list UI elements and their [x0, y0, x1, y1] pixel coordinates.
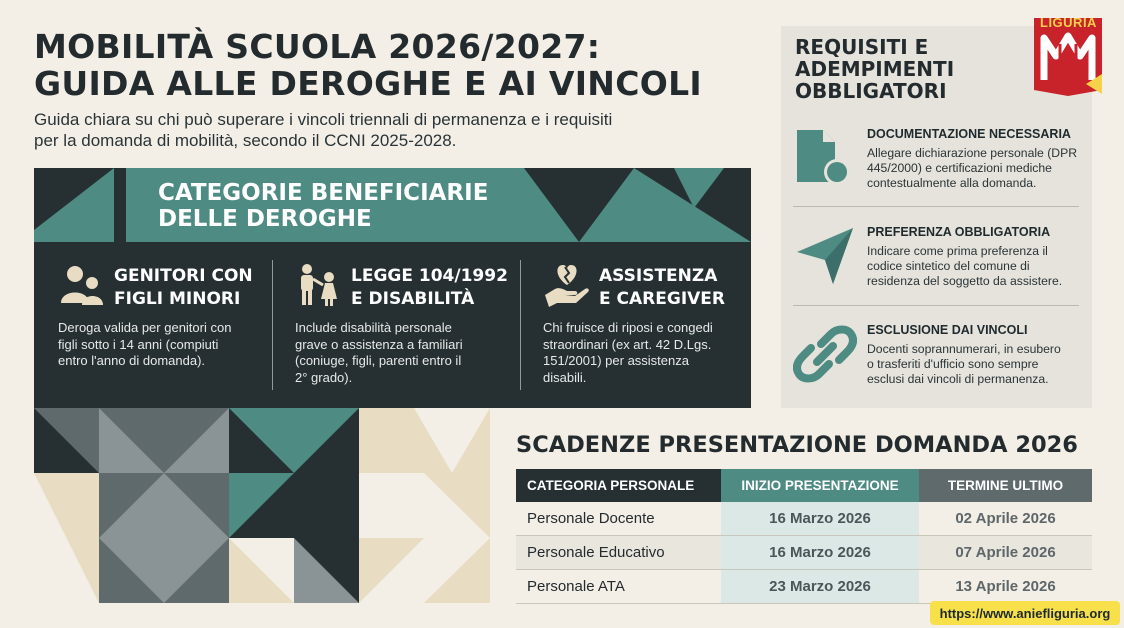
column-divider — [272, 260, 273, 390]
requirement-heading: ESCLUSIONE DAI VINCOLI — [867, 323, 1028, 337]
requirements-title-line: ADEMPIMENTI — [795, 57, 955, 81]
category-description-line: Include disabilità personale — [295, 320, 452, 335]
categories-title-line: DELLE DEROGHE — [158, 206, 372, 232]
table-cell-start: 23 Marzo 2026 — [721, 570, 919, 604]
requirement-description-line: codice sintetico del comune di — [867, 259, 1030, 273]
category-description-line: Chi fruisce di riposi e congedi — [543, 320, 713, 335]
page-subtitle-line: Guida chiara su chi può superare i vincoli triennali di permanenza e i requisiti — [34, 110, 613, 129]
requirement-description-line: Docenti soprannumerari, in esubero — [867, 342, 1061, 356]
website-link[interactable]: https://www.aniefliguria.org — [930, 601, 1120, 625]
requirement-description — [867, 244, 1062, 289]
column-header: INIZIO PRESENTAZIONE — [721, 469, 919, 502]
page-title-line: MOBILITÀ SCUOLA 2026/2027: — [34, 27, 601, 66]
table-cell-category: Personale Educativo — [516, 536, 721, 570]
requirements-title — [795, 36, 954, 102]
category-heading-line: ASSISTENZA — [599, 266, 718, 286]
logo-text: LIGURIA — [1040, 15, 1097, 30]
category-disability — [295, 258, 510, 393]
requirement-description-line: Indicare come prima preferenza il — [867, 244, 1048, 258]
chain-link-icon — [793, 322, 857, 386]
table-cell-category: Personale ATA — [516, 570, 721, 604]
table-cell-start: 16 Marzo 2026 — [721, 536, 919, 570]
category-heading — [599, 265, 725, 311]
table-cell-end: 13 Aprile 2026 — [919, 570, 1092, 604]
requirement-heading: DOCUMENTAZIONE NECESSARIA — [867, 127, 1071, 141]
category-description-line: figli sotto i 14 anni (compiuti — [58, 336, 219, 352]
category-description-line: entro l'anno di domanda). — [58, 353, 206, 368]
requirement-description — [867, 146, 1077, 191]
table-cell-category: Personale Docente — [516, 502, 721, 536]
requirement-description-line: o trasferiti d'ufficio sono sempre — [867, 357, 1039, 371]
category-heading-line: E DISABILITÀ — [351, 289, 475, 309]
category-description-line: Deroga valida per genitori con — [58, 320, 232, 335]
deadlines-title: SCADENZE PRESENTAZIONE DOMANDA 2026 — [516, 432, 1078, 458]
requirement-description — [867, 342, 1061, 387]
requirement-description-line: contestualmente alla domanda. — [867, 176, 1037, 190]
table-cell-end: 07 Aprile 2026 — [919, 536, 1092, 570]
category-description-line: (coniuge, figli, parenti entro il — [295, 353, 462, 368]
heart-hand-icon — [543, 261, 591, 309]
column-header: TERMINE ULTIMO — [919, 469, 1092, 502]
document-icon — [793, 126, 857, 190]
page-subtitle — [34, 109, 734, 151]
category-heading-line: GENITORI CON — [114, 266, 253, 286]
category-description-line: straordinari (ex art. 42 D.Lgs. — [543, 336, 712, 352]
category-heading — [351, 265, 508, 311]
page-title — [34, 28, 754, 102]
deadlines-table — [516, 469, 1092, 604]
table-cell-end: 02 Aprile 2026 — [919, 502, 1092, 536]
category-description — [58, 320, 231, 370]
requirements-title-line: REQUISITI E — [795, 35, 929, 59]
category-heading-line: E CAREGIVER — [599, 289, 726, 309]
category-parents — [58, 258, 268, 393]
table-row — [516, 502, 1092, 536]
category-heading — [114, 265, 253, 311]
column-header: CATEGORIA PERSONALE — [516, 469, 721, 502]
category-caregiver — [543, 258, 743, 393]
category-description — [543, 320, 713, 386]
requirements-title-line: OBBLIGATORI — [795, 79, 947, 103]
category-description-line: 2° grado). — [295, 369, 353, 385]
requirement-heading: PREFERENZA OBBLIGATORIA — [867, 225, 1051, 239]
requirement-description-line: 445/2000) e certificazioni mediche — [867, 161, 1052, 175]
requirement-divider — [793, 206, 1079, 207]
parent-child-icon — [58, 261, 106, 309]
categories-title-line: CATEGORIE BENEFICIARIE — [158, 180, 489, 206]
categories-title — [158, 180, 558, 232]
table-row — [516, 570, 1092, 604]
category-heading-line: LEGGE 104/1992 — [351, 266, 508, 286]
navigation-arrow-icon — [793, 224, 857, 288]
category-description — [295, 320, 463, 386]
table-header-row — [516, 469, 1092, 502]
category-heading-line: FIGLI MINORI — [114, 289, 241, 309]
family-disability-icon — [295, 261, 343, 309]
column-divider — [520, 260, 521, 390]
category-description-line: 151/2001) per assistenza — [543, 353, 689, 368]
category-description-line: grave o assistenza a familiari — [295, 336, 463, 352]
page-subtitle-line: per la domanda di mobilità, secondo il CCNI 2025-2028. — [34, 131, 457, 150]
page-title-line: GUIDA ALLE DEROGHE E AI VINCOLI — [34, 64, 702, 103]
requirement-divider — [793, 305, 1079, 306]
category-description-line: disabili. — [543, 369, 587, 385]
decorative-geometric-pattern — [34, 408, 504, 608]
table-cell-start: 16 Marzo 2026 — [721, 502, 919, 536]
table-row — [516, 536, 1092, 570]
requirement-description-line: esclusi dai vincoli di permanenza. — [867, 372, 1049, 386]
requirement-description-line: Allegare dichiarazione personale (DPR — [867, 146, 1078, 160]
requirement-description-line: residenza del soggetto da assistere. — [867, 274, 1063, 288]
categories-panel — [34, 168, 751, 408]
